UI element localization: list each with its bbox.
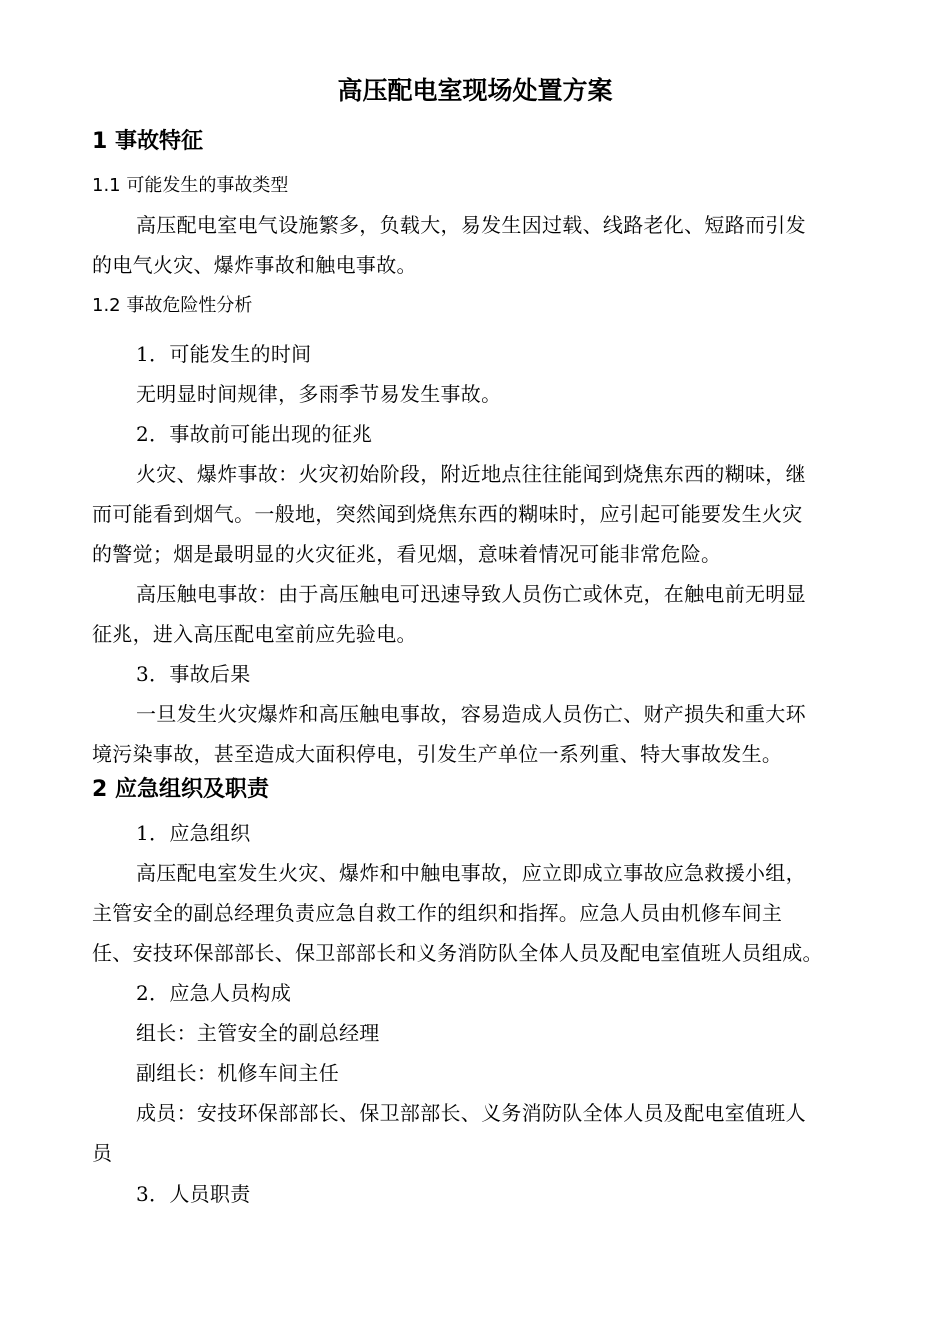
paragraph-line: 征兆，进入高压配电室前应先验电。	[92, 622, 417, 646]
list-item-heading: 1．可能发生的时间	[136, 342, 312, 366]
paragraph-line: 境污染事故，甚至造成大面积停电，引发生产单位一系列重、特大事故发生。	[92, 742, 783, 766]
section-1-heading: 1 事故特征	[92, 129, 203, 154]
paragraph-line: 的警觉；烟是最明显的火灾征兆，看见烟，意味着情况可能非常危险。	[92, 542, 722, 566]
paragraph-line: 高压配电室电气设施繁多，负载大，易发生因过载、线路老化、短路而引发	[136, 213, 806, 237]
paragraph-line: 主管安全的副总经理负责应急自救工作的组织和指挥。应急人员由机修车间主	[92, 901, 783, 925]
section-1-2-heading: 1.2 事故危险性分析	[92, 295, 253, 316]
paragraph-line: 无明显时间规律，多雨季节易发生事故。	[136, 382, 502, 406]
paragraph-line: 员	[92, 1141, 113, 1165]
paragraph-line: 高压触电事故：由于高压触电可迅速导致人员伤亡或休克，在触电前无明显	[136, 582, 806, 606]
paragraph-line: 火灾、爆炸事故：火灾初始阶段，附近地点往往能闻到烧焦东西的糊味，继	[136, 462, 806, 486]
list-item-heading: 3．事故后果	[136, 662, 251, 686]
paragraph-line: 任、安技环保部部长、保卫部部长和义务消防队全体人员及配电室值班人员组成。	[92, 941, 823, 965]
paragraph-line: 组长：主管安全的副总经理	[136, 1021, 380, 1045]
section-2-heading: 2 应急组织及职责	[92, 777, 269, 802]
section-1-1-heading: 1.1 可能发生的事故类型	[92, 175, 289, 196]
paragraph-line: 一旦发生火灾爆炸和高压触电事故，容易造成人员伤亡、财产损失和重大环	[136, 702, 806, 726]
list-item-heading: 2．应急人员构成	[136, 981, 292, 1005]
paragraph-line: 的电气火灾、爆炸事故和触电事故。	[92, 253, 417, 277]
paragraph-line: 而可能看到烟气。一般地，突然闻到烧焦东西的糊味时，应引起可能要发生火灾	[92, 502, 803, 526]
paragraph-line: 副组长：机修车间主任	[136, 1061, 339, 1085]
list-item-heading: 3．人员职责	[136, 1182, 251, 1206]
list-item-heading: 1．应急组织	[136, 821, 251, 845]
document-title: 高压配电室现场处置方案	[337, 76, 613, 105]
paragraph-line: 成员：安技环保部部长、保卫部部长、义务消防队全体人员及配电室值班人	[136, 1101, 806, 1125]
paragraph-line: 高压配电室发生火灾、爆炸和中触电事故，应立即成立事故应急救援小组，	[136, 861, 806, 885]
list-item-heading: 2．事故前可能出现的征兆	[136, 422, 373, 446]
